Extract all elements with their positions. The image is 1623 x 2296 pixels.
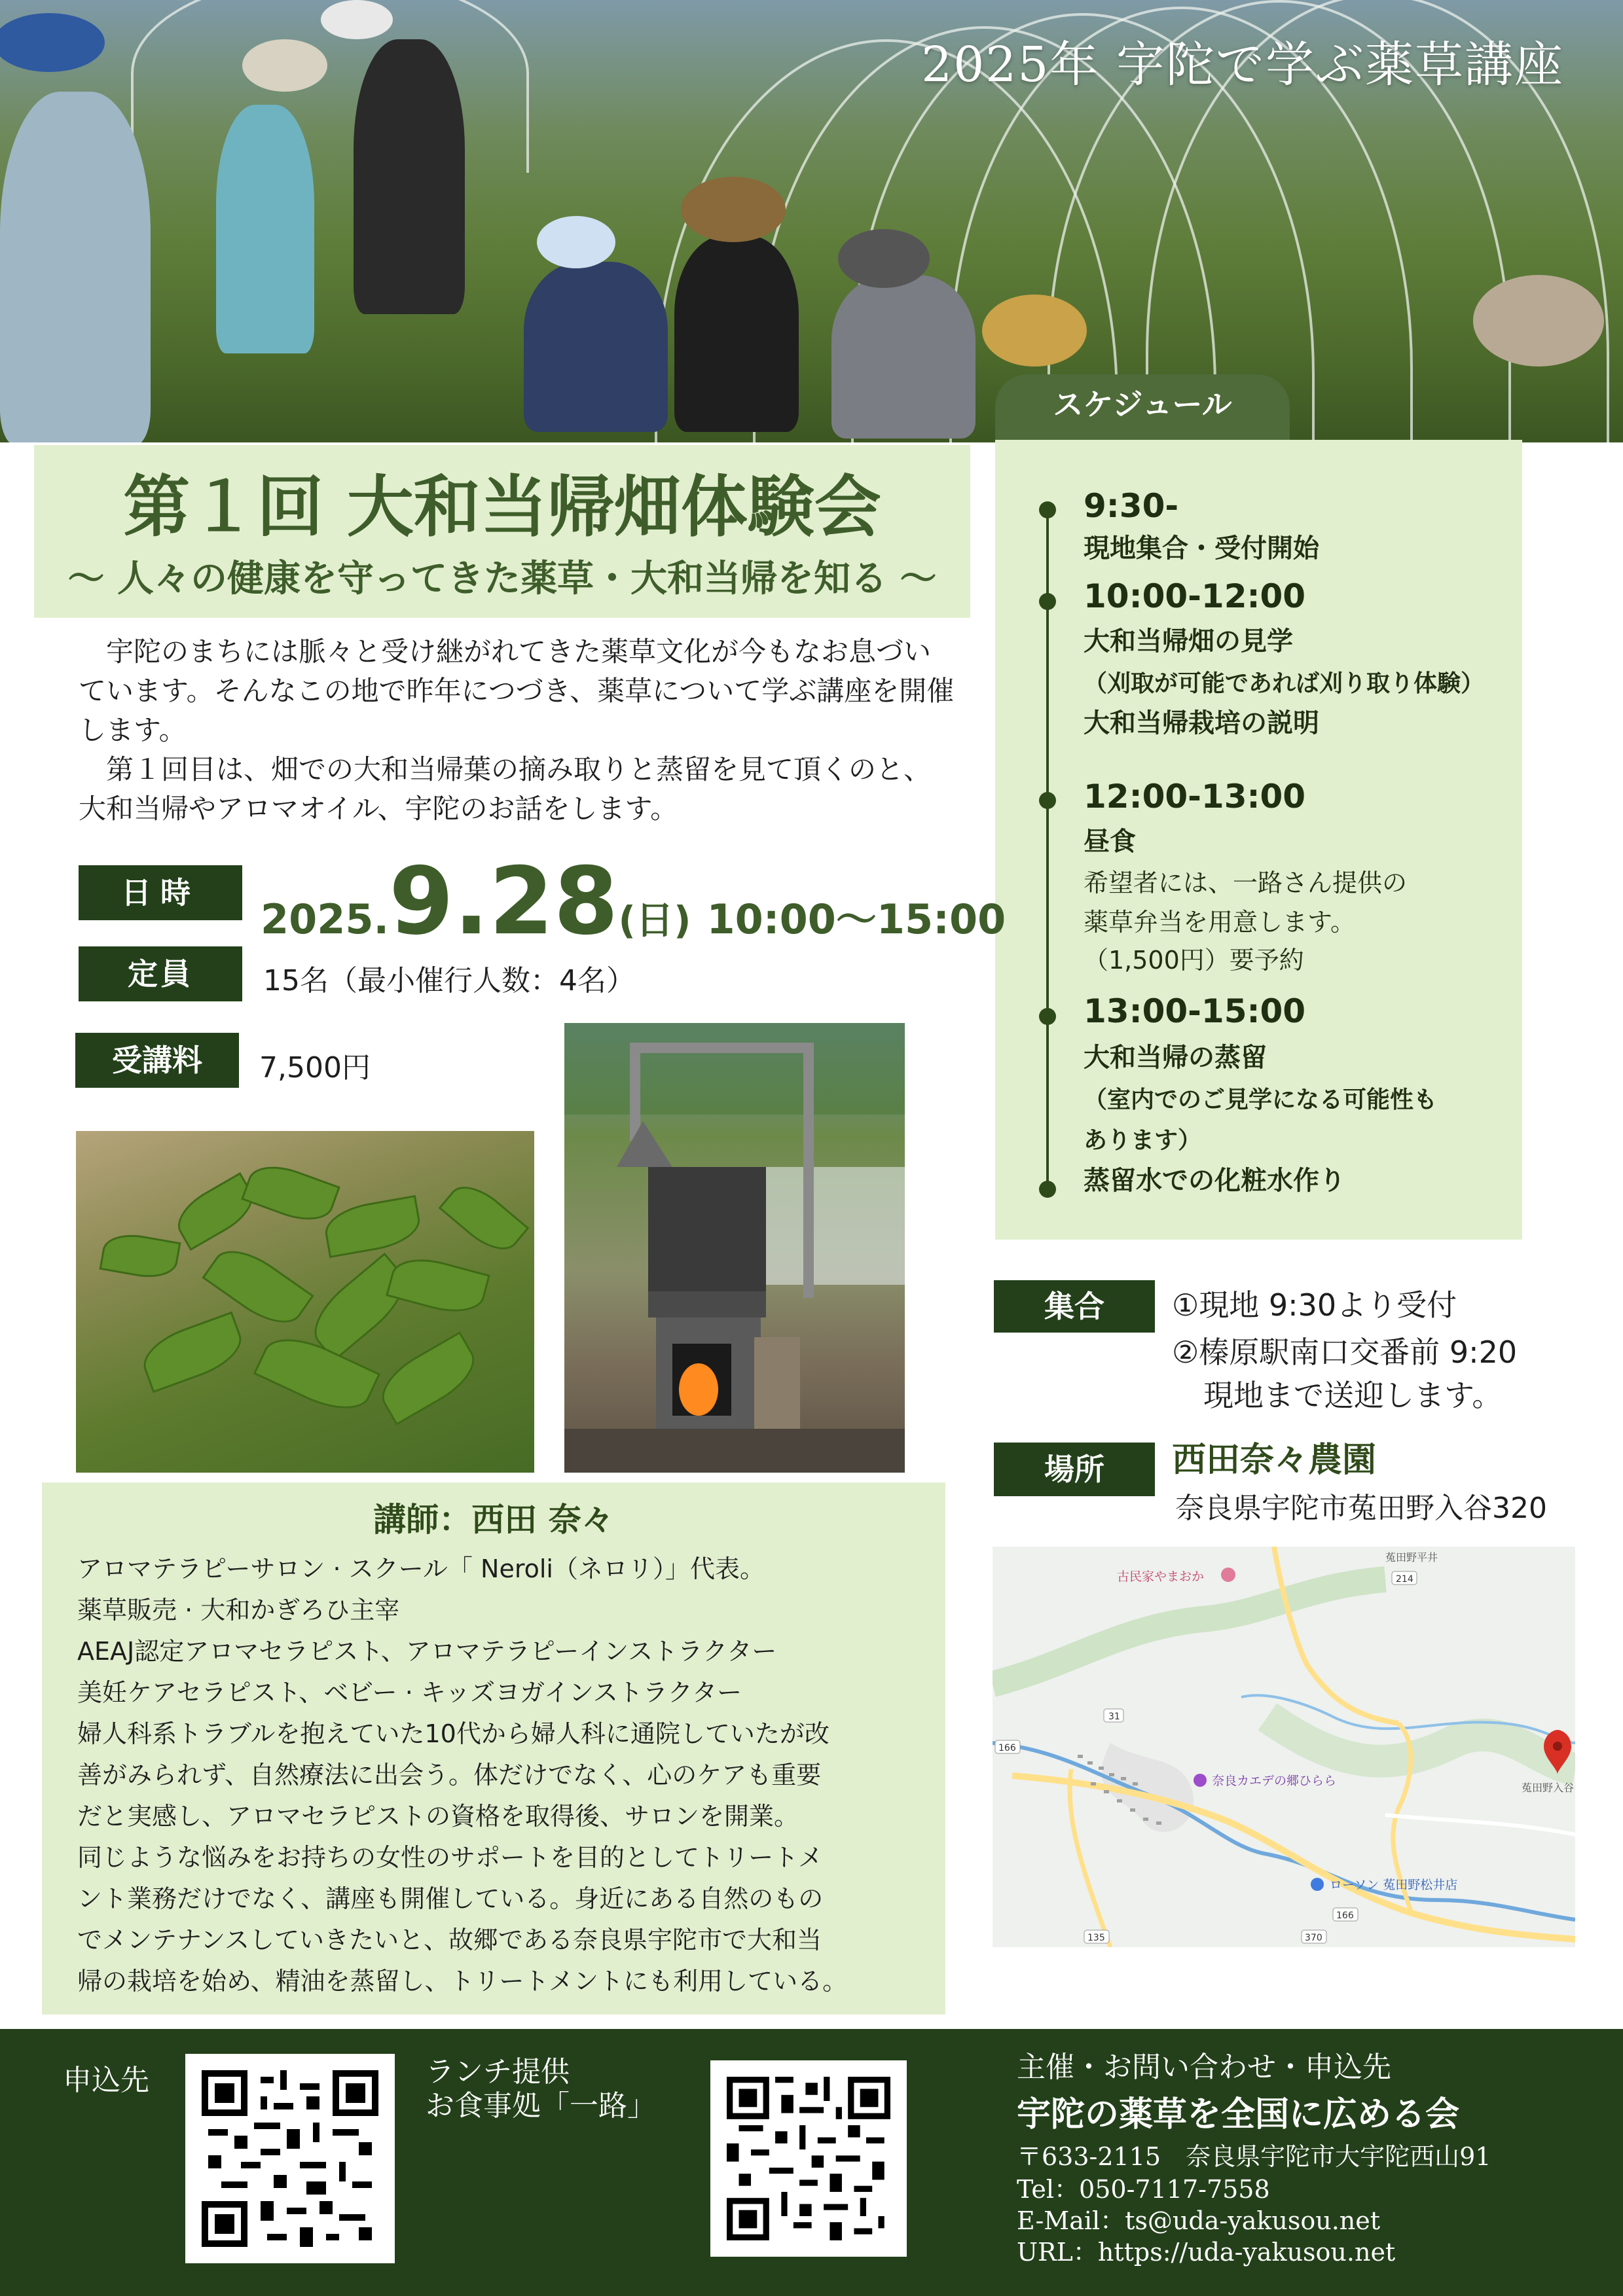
- instructor-bio-line: ント業務だけでなく、講座も開催している。身近にある自然のもの: [77, 1884, 824, 1913]
- map-road-31: 31: [1108, 1712, 1120, 1722]
- organizer-label: 主催・お問い合わせ・申込先: [1017, 2051, 1391, 2084]
- schedule-tab: スケジュール: [995, 374, 1290, 440]
- hero-photo: [0, 0, 1623, 442]
- date-weekday: (日): [618, 898, 691, 942]
- meeting-line: 現地まで送迎します。: [1203, 1378, 1503, 1413]
- meeting-line: ①現地 9:30より受付: [1172, 1287, 1457, 1323]
- map-road-214: 214: [1396, 1574, 1413, 1585]
- place-label: 場所: [994, 1443, 1155, 1496]
- intro-paragraph: 宇陀のまちには脈々と受け継がれてきた薬草文化が今もなお息づいています。そんなこの地で昨年につづき、薬草について学ぶ講座を開催します。: [79, 636, 955, 746]
- qr-icon: [202, 2070, 378, 2247]
- meeting-line: ②榛原駅南口交番前 9:20: [1172, 1335, 1518, 1370]
- apply-label: 申込先: [63, 2064, 149, 2097]
- meeting-label: 集合: [994, 1280, 1155, 1333]
- organizer-address: 〒633-2115 奈良県宇陀市大宇陀西山91: [1017, 2142, 1491, 2171]
- map-label-pin: 菟田野入谷: [1522, 1782, 1575, 1794]
- schedule-item: （室内でのご見学になる可能性も: [1084, 1086, 1438, 1113]
- instructor-bio-line: アロマテラピーサロン · スクール「 Neroli（ネロリ）」代表。: [77, 1554, 765, 1583]
- instructor-bio-line: 同じような悩みをお持ちの女性のサポートを目的としてトリートメ: [77, 1843, 823, 1872]
- event-title: 第１回 大和当帰畑体験会: [123, 468, 881, 547]
- distiller-photo: [564, 1023, 905, 1473]
- schedule-time: 13:00-15:00: [1084, 992, 1306, 1030]
- event-subtitle: ～ 人々の健康を守ってきた薬草・大和当帰を知る ～: [67, 557, 937, 600]
- capacity-label: 定員: [79, 946, 242, 1001]
- schedule-time: 12:00-13:00: [1084, 778, 1306, 816]
- qr-icon: [727, 2077, 890, 2240]
- schedule-item: （1,500円）要予約: [1084, 946, 1304, 975]
- organizer-tel: Tel：050-7117-7558: [1017, 2175, 1270, 2204]
- schedule-item: 大和当帰栽培の説明: [1084, 708, 1319, 738]
- lunch-label: [426, 2055, 656, 2123]
- event-date: [261, 848, 1006, 956]
- schedule-item: 大和当帰畑の見学: [1084, 626, 1293, 656]
- schedule-item: 大和当帰の蒸留: [1084, 1043, 1267, 1073]
- schedule-item: 希望者には、一路さん提供の: [1084, 869, 1408, 897]
- location-map[interactable]: [993, 1547, 1575, 1947]
- schedule-item: （刈取が可能であれば刈り取り体験）: [1084, 670, 1485, 697]
- schedule-item: あります）: [1084, 1127, 1202, 1154]
- schedule-time: 10:00-12:00: [1084, 577, 1306, 615]
- instructor-title: 講師：西田 奈々: [373, 1501, 614, 1539]
- date-label: 日時: [79, 865, 242, 920]
- instructor-bio-line: 美妊ケアセラピスト、ベビー · キッズヨガインストラクター: [77, 1678, 742, 1707]
- timeline-dot: [1039, 593, 1056, 610]
- timeline-dot: [1039, 792, 1056, 809]
- lunch-line: お食事処「一路」: [426, 2089, 656, 2123]
- date-month-day: 9.28: [389, 848, 619, 956]
- place-address: 奈良県宇陀市菟田野入谷320: [1175, 1492, 1547, 1525]
- instructor-bio-line: だと実感し、アロマセラピストの資格を取得後、サロンを開業。: [77, 1802, 799, 1831]
- date-time: 10:00～15:00: [706, 895, 1006, 943]
- fee-label: 受講料: [75, 1033, 239, 1088]
- map-label-kominka: 古民家やまおか: [1117, 1570, 1205, 1584]
- map-road-166: 166: [998, 1743, 1016, 1753]
- timeline-dot: [1039, 501, 1056, 518]
- organizer-name: 宇陀の薬草を全国に広める会: [1017, 2095, 1460, 2134]
- place-name: 西田奈々農園: [1172, 1441, 1377, 1480]
- map-road-135: 135: [1087, 1933, 1105, 1943]
- timeline-dot: [1039, 1008, 1056, 1025]
- schedule-time: 9:30-: [1084, 487, 1179, 525]
- schedule-item: 現地集合・受付開始: [1084, 533, 1319, 564]
- map-label-park: 奈良カエデの郷ひらら: [1212, 1774, 1337, 1788]
- intro-paragraph: 第１回目は、畑での大和当帰葉の摘み取りと蒸留を見て頂くのと、大和当帰やアロマオイル、宇陀のお話をします。: [79, 753, 932, 825]
- instructor-bio-line: 薬草販売 · 大和かぎろひ主宰: [77, 1596, 400, 1624]
- date-year: 2025.: [261, 895, 390, 943]
- schedule-item: 蒸留水での化粧水作り: [1084, 1166, 1345, 1196]
- map-road-370: 370: [1305, 1933, 1322, 1943]
- lunch-line: ランチ提供: [426, 2055, 570, 2089]
- fee-value: 7,500円: [259, 1051, 371, 1085]
- footer: [0, 2029, 1623, 2296]
- hero-title: 2025年 宇陀で学ぶ薬草講座: [921, 37, 1564, 93]
- map-graphic: [993, 1547, 1575, 1947]
- organizer-email[interactable]: E-Mail：ts@uda-yakusou.net: [1017, 2206, 1381, 2235]
- apply-qr-code[interactable]: [185, 2054, 395, 2263]
- timeline-dot: [1039, 1181, 1056, 1198]
- instructor-bio-line: 婦人科系トラブルを抱えていた10代から婦人科に通院していたが改: [77, 1719, 830, 1748]
- map-label-village: 菟田野平井: [1385, 1551, 1438, 1564]
- map-road-166: 166: [1336, 1910, 1354, 1921]
- instructor-bio-line: AEAJ認定アロマセラピスト、アロマテラピーインストラクター: [77, 1637, 777, 1666]
- capacity-value: 15名（最小催行人数：4名）: [263, 964, 635, 997]
- organizer-url[interactable]: URL：https://uda-yakusou.net: [1017, 2238, 1396, 2267]
- schedule-item: 昼食: [1084, 827, 1136, 857]
- lunch-qr-code[interactable]: [710, 2060, 907, 2257]
- map-label-lawson: ローソン 菟田野松井店: [1330, 1878, 1458, 1892]
- angelica-plant-photo: [76, 1131, 534, 1473]
- instructor-bio-line: 帰の栽培を始め、精油を蒸留し、トリートメントにも利用している。: [77, 1967, 848, 1996]
- schedule-item: 薬草弁当を用意します。: [1084, 908, 1355, 937]
- instructor-bio-line: 善がみられず、自然療法に出会う。体だけでなく、心のケアも重要: [77, 1761, 822, 1789]
- instructor-bio-line: でメンテナンスしていきたいと、故郷である奈良県宇陀市で大和当: [77, 1926, 822, 1954]
